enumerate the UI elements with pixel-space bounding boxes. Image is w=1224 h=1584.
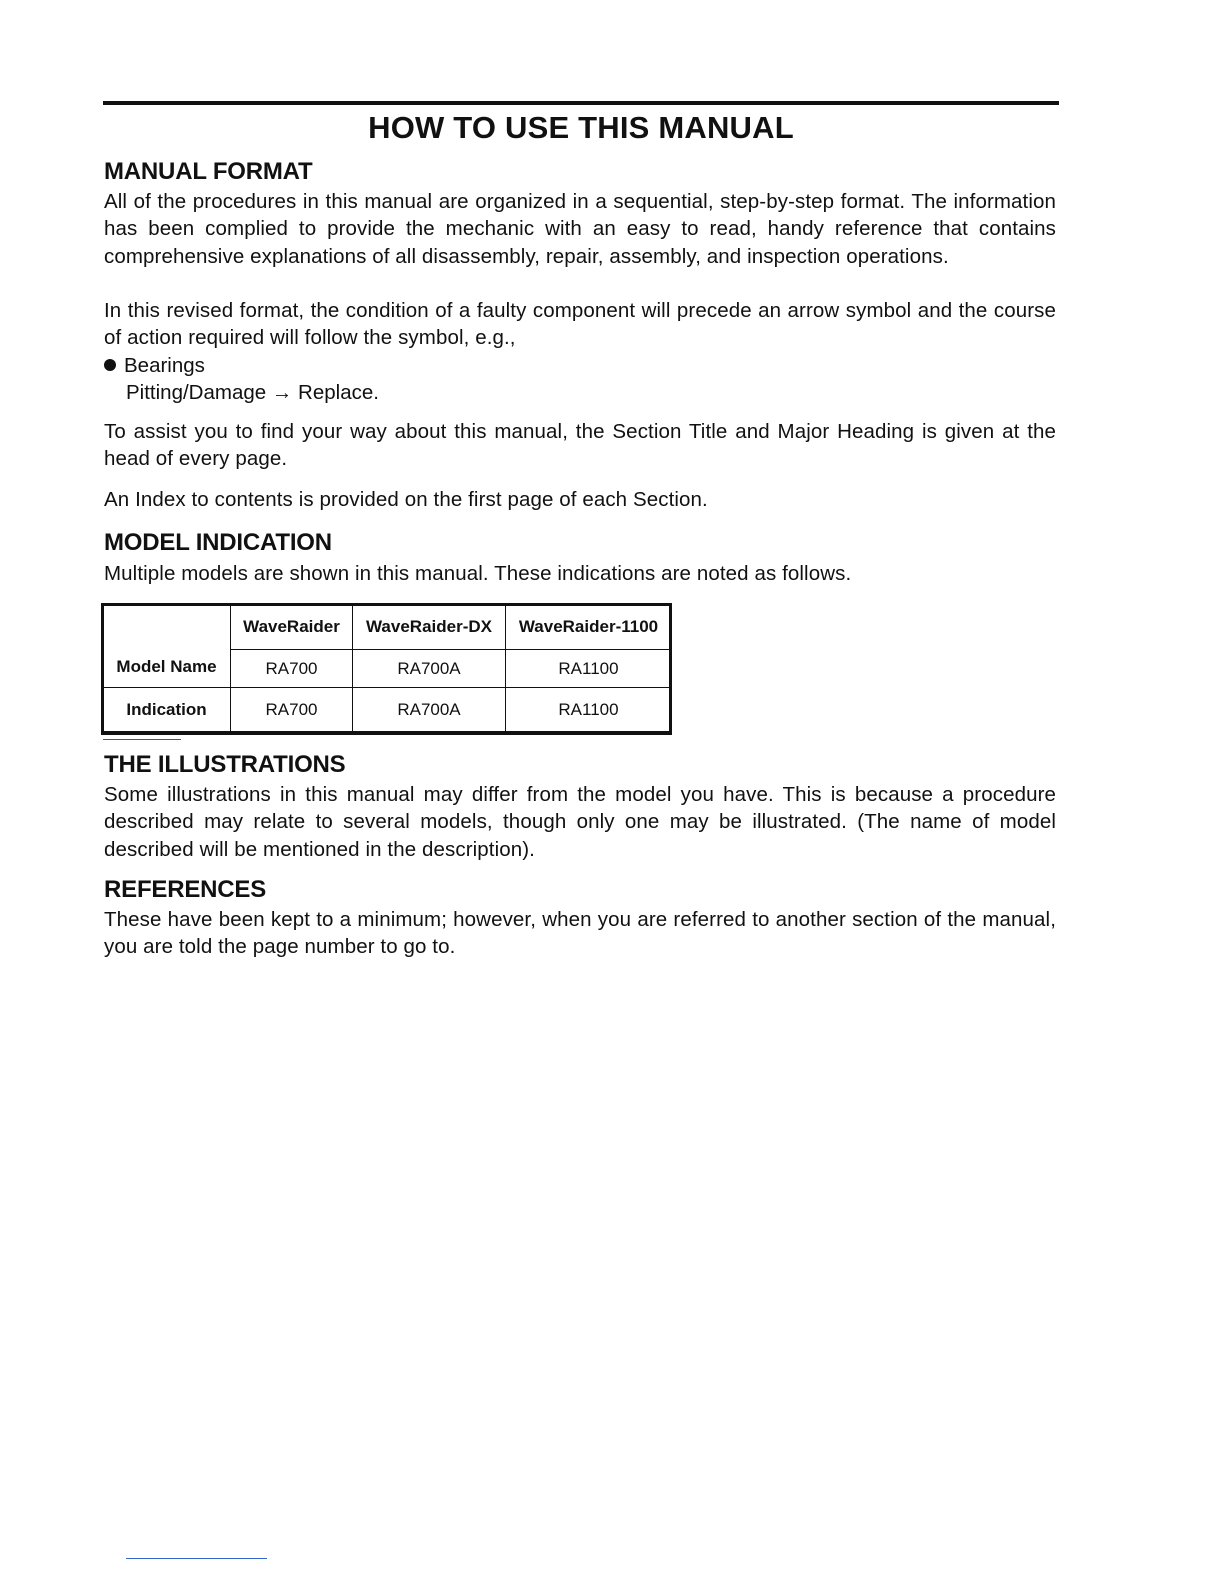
manual-format-para-4: An Index to contents is provided on the first page of each Section. (104, 488, 708, 511)
bullet-icon (104, 359, 116, 371)
column-header: WaveRaider-1100 (506, 605, 672, 650)
model-table (102, 604, 672, 732)
heading-references: REFERENCES (104, 876, 267, 903)
top-rule (103, 101, 1059, 105)
bullet-item-label: Bearings (124, 354, 205, 377)
table-cell: RA1100 (506, 688, 672, 732)
table-cell: RA1100 (506, 650, 672, 688)
row-label-indication: Indication (103, 688, 231, 732)
bullet-item (104, 352, 205, 379)
column-header: WaveRaider (231, 605, 353, 650)
references-para: These have been kept to a minimum; however, when you are referred to another section of the manual, you are told the page number to go to. (104, 908, 1056, 959)
illustrations-para: Some illustrations in this manual may differ from the model you have. This is because a procedure described may relate to several models, though only one may be illustrated. (The name of model described will be mentioned in the description). (104, 783, 1056, 861)
column-header: WaveRaider-DX (353, 605, 506, 650)
divider (103, 739, 181, 740)
table-cell: RA700 (231, 650, 353, 688)
table-cell: RA700A (353, 688, 506, 732)
table-cell: RA700A (353, 650, 506, 688)
model-indication-intro: Multiple models are shown in this manual. These indications are noted as follows. (104, 562, 852, 585)
bullet-detail: Pitting/Damage → Replace. (126, 381, 379, 404)
manual-format-para-1: All of the procedures in this manual are organized in a sequential, step-by-step format. The information has been complied to provide the mechanic with an easy to read, handy reference that contains comprehensive explanations of all disassembly, repair, assembly, and inspection operations. (104, 190, 1056, 268)
heading-manual-format: MANUAL FORMAT (104, 158, 313, 185)
manual-format-para-2: In this revised format, the condition of a faulty component will precede an arrow symbol and the course of action required will follow the symbol, e.g., (104, 299, 1056, 350)
heading-illustrations: THE ILLUSTRATIONS (104, 751, 346, 778)
manual-format-para-3: To assist you to find your way about this manual, the Section Title and Major Heading is given at the head of every page. (104, 420, 1056, 471)
row-label-model-name: Model Name (103, 605, 231, 688)
heading-model-indication: MODEL INDICATION (104, 529, 332, 556)
table-header-row (103, 605, 672, 650)
table-cell: RA700 (231, 688, 353, 732)
table-row (103, 688, 672, 732)
footer-rule (126, 1558, 267, 1559)
page-title: HOW TO USE THIS MANUAL (368, 110, 794, 145)
